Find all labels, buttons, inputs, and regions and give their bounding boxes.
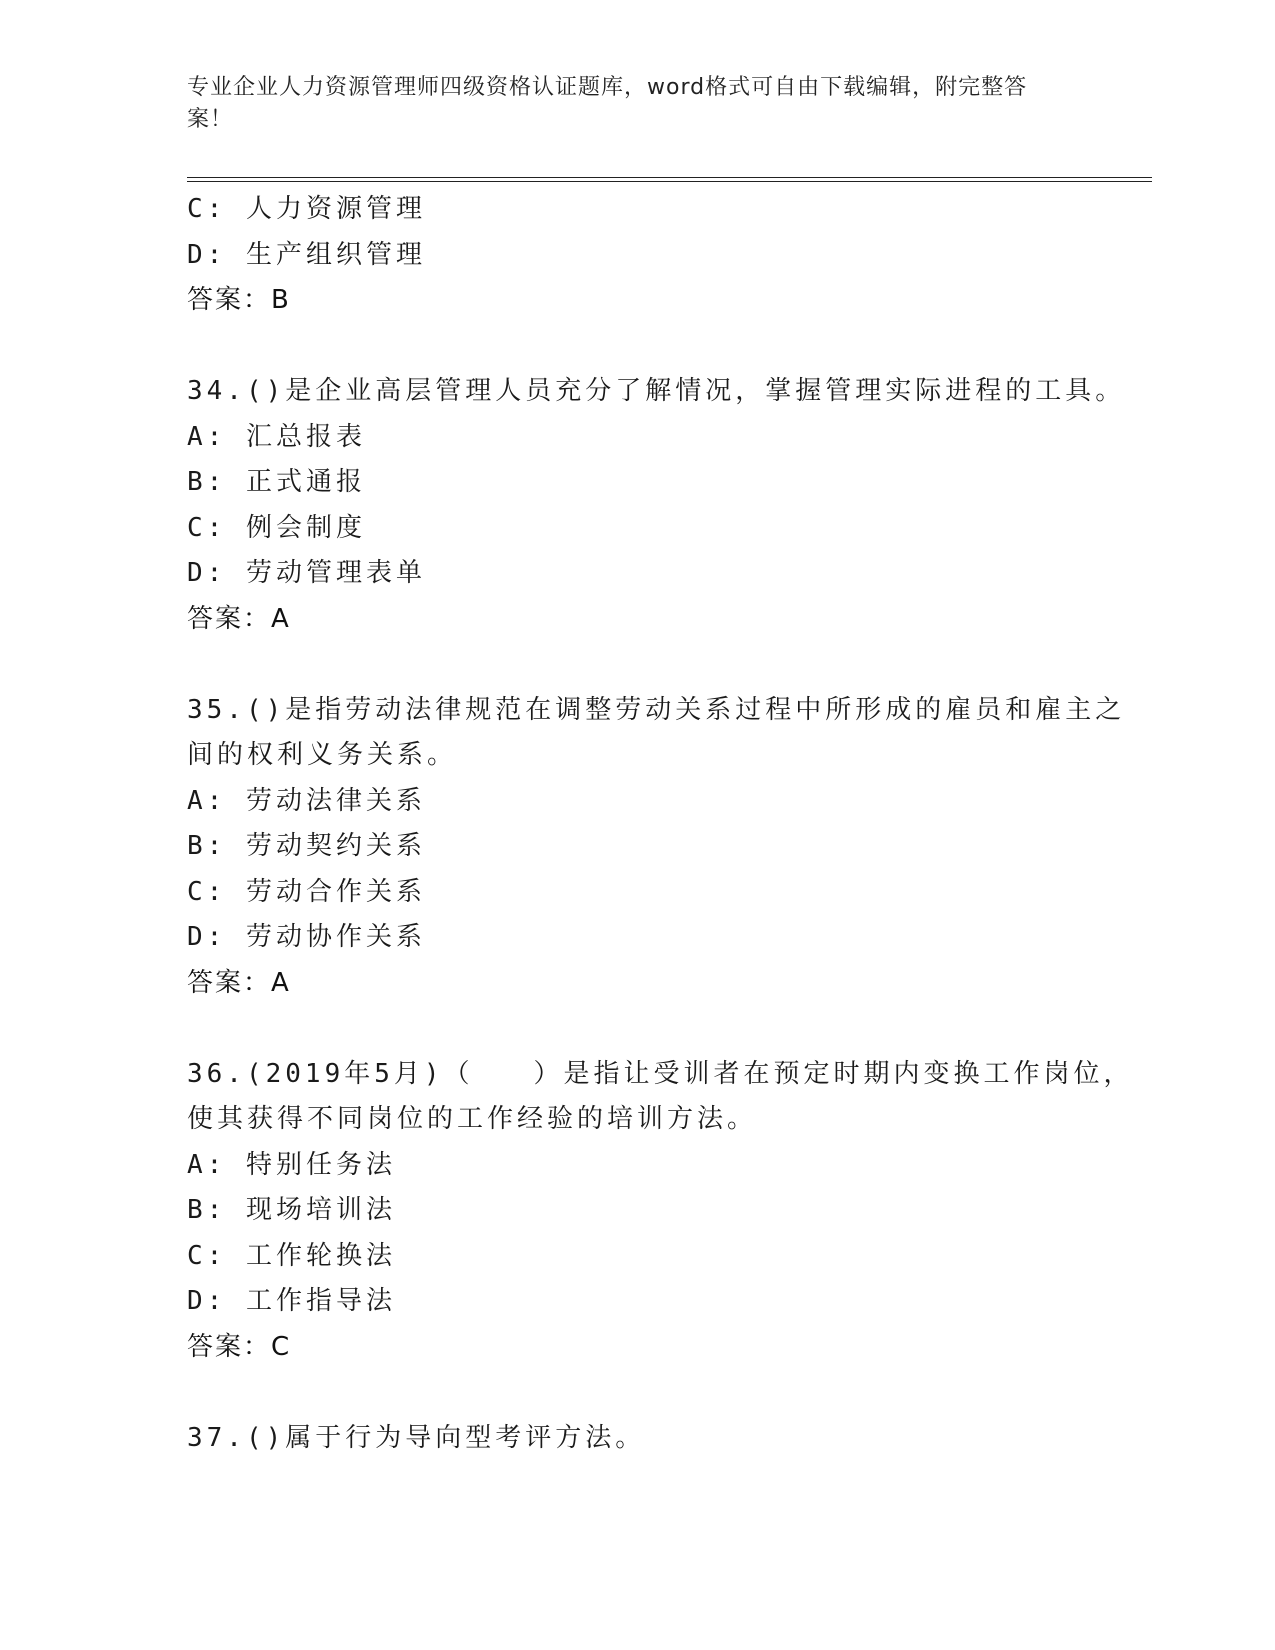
- option-text: 劳动管理表单: [245, 558, 426, 588]
- option-text: 例会制度: [245, 512, 366, 543]
- answer-line: [187, 597, 1087, 643]
- answer-label: 答案：: [187, 603, 272, 634]
- option-key: C:: [187, 1240, 227, 1271]
- option-text: 正式通报: [245, 467, 366, 497]
- option-key: A:: [187, 421, 227, 452]
- option-text: 劳动契约关系: [245, 831, 426, 861]
- answer-label: 答案：: [187, 285, 272, 315]
- header-divider-bottom: [187, 181, 1152, 182]
- option-text: 人力资源管理: [245, 194, 426, 224]
- page-header: 专业企业人力资源管理师四级资格认证题库，word格式可自由下载编辑，附完整答案！: [187, 75, 1028, 132]
- option-c: [187, 870, 1087, 916]
- option-text: 工作指导法: [245, 1286, 396, 1316]
- option-b: [187, 460, 1087, 506]
- question-number: 34.: [187, 376, 246, 406]
- option-key: D:: [187, 558, 227, 588]
- option-c: [187, 1234, 1087, 1280]
- header-divider-top: [187, 177, 1152, 178]
- option-a: [187, 779, 1087, 825]
- question-stem-continued: 间的权利义务关系。: [187, 740, 458, 770]
- option-d: [187, 551, 1087, 597]
- answer-value: A: [271, 967, 291, 998]
- question-35: [187, 688, 1126, 1007]
- question-34: [187, 369, 1126, 642]
- option-key: D:: [187, 922, 227, 952]
- question-stem: [187, 369, 1126, 415]
- question-text: ()是企业高层管理人员充分了解情况，掌握管理实际进程的工具。: [245, 376, 1126, 406]
- option-key: B:: [187, 1195, 227, 1225]
- option-text: 劳动合作关系: [245, 876, 426, 907]
- option-key: C:: [187, 512, 227, 543]
- option-key: A:: [187, 785, 227, 816]
- option-b: [187, 824, 1087, 870]
- option-key: C:: [187, 194, 227, 224]
- answer-line: [187, 1325, 1087, 1371]
- answer-label: 答案：: [187, 967, 272, 998]
- question-stem: [187, 1416, 1087, 1462]
- option-key: B:: [187, 831, 227, 861]
- answer-label: 答案：: [187, 1331, 272, 1362]
- option-key: D:: [187, 239, 227, 270]
- answer-value: B: [271, 285, 291, 315]
- question-text: ()是指劳动法律规范在调整劳动关系过程中所形成的雇员和雇主之: [245, 694, 1126, 725]
- option-key: D:: [187, 1286, 227, 1316]
- option-text: 汇总报表: [245, 421, 366, 452]
- question-text: (2019年5月)（ ）是指让受训者在预定时期内变换工作岗位，: [245, 1058, 1134, 1089]
- option-d: [187, 915, 1087, 961]
- question-number: 36.: [187, 1058, 246, 1089]
- answer-line: [187, 278, 1087, 324]
- answer-value: A: [271, 603, 291, 634]
- option-d: [187, 233, 1087, 279]
- option-text: 生产组织管理: [245, 239, 426, 270]
- option-c: [187, 506, 1087, 552]
- answer-line: [187, 961, 1087, 1007]
- option-a: [187, 1143, 1087, 1189]
- option-key: A:: [187, 1149, 227, 1180]
- option-d: [187, 1279, 1087, 1325]
- question-stem: [187, 688, 1126, 734]
- option-text: 劳动法律关系: [245, 785, 426, 816]
- question-stem: [187, 1052, 1134, 1098]
- option-a: [187, 415, 1087, 461]
- question-text: ()属于行为导向型考评方法。: [245, 1422, 646, 1453]
- option-text: 工作轮换法: [245, 1240, 396, 1271]
- answer-value: C: [271, 1331, 292, 1362]
- option-key: B:: [187, 467, 227, 497]
- question-number: 35.: [187, 694, 246, 725]
- option-text: 现场培训法: [245, 1195, 396, 1225]
- option-text: 劳动协作关系: [245, 922, 426, 952]
- question-stem-continued: 使其获得不同岗位的工作经验的培训方法。: [187, 1104, 758, 1134]
- question-number: 37.: [187, 1422, 246, 1453]
- question-36: [187, 1052, 1134, 1371]
- option-key: C:: [187, 876, 227, 907]
- option-b: [187, 1188, 1087, 1234]
- option-text: 特别任务法: [245, 1149, 396, 1180]
- prev-question: [187, 187, 1087, 324]
- option-c: [187, 187, 1087, 233]
- question-37: [187, 1416, 1087, 1462]
- question-list: [187, 187, 1134, 1461]
